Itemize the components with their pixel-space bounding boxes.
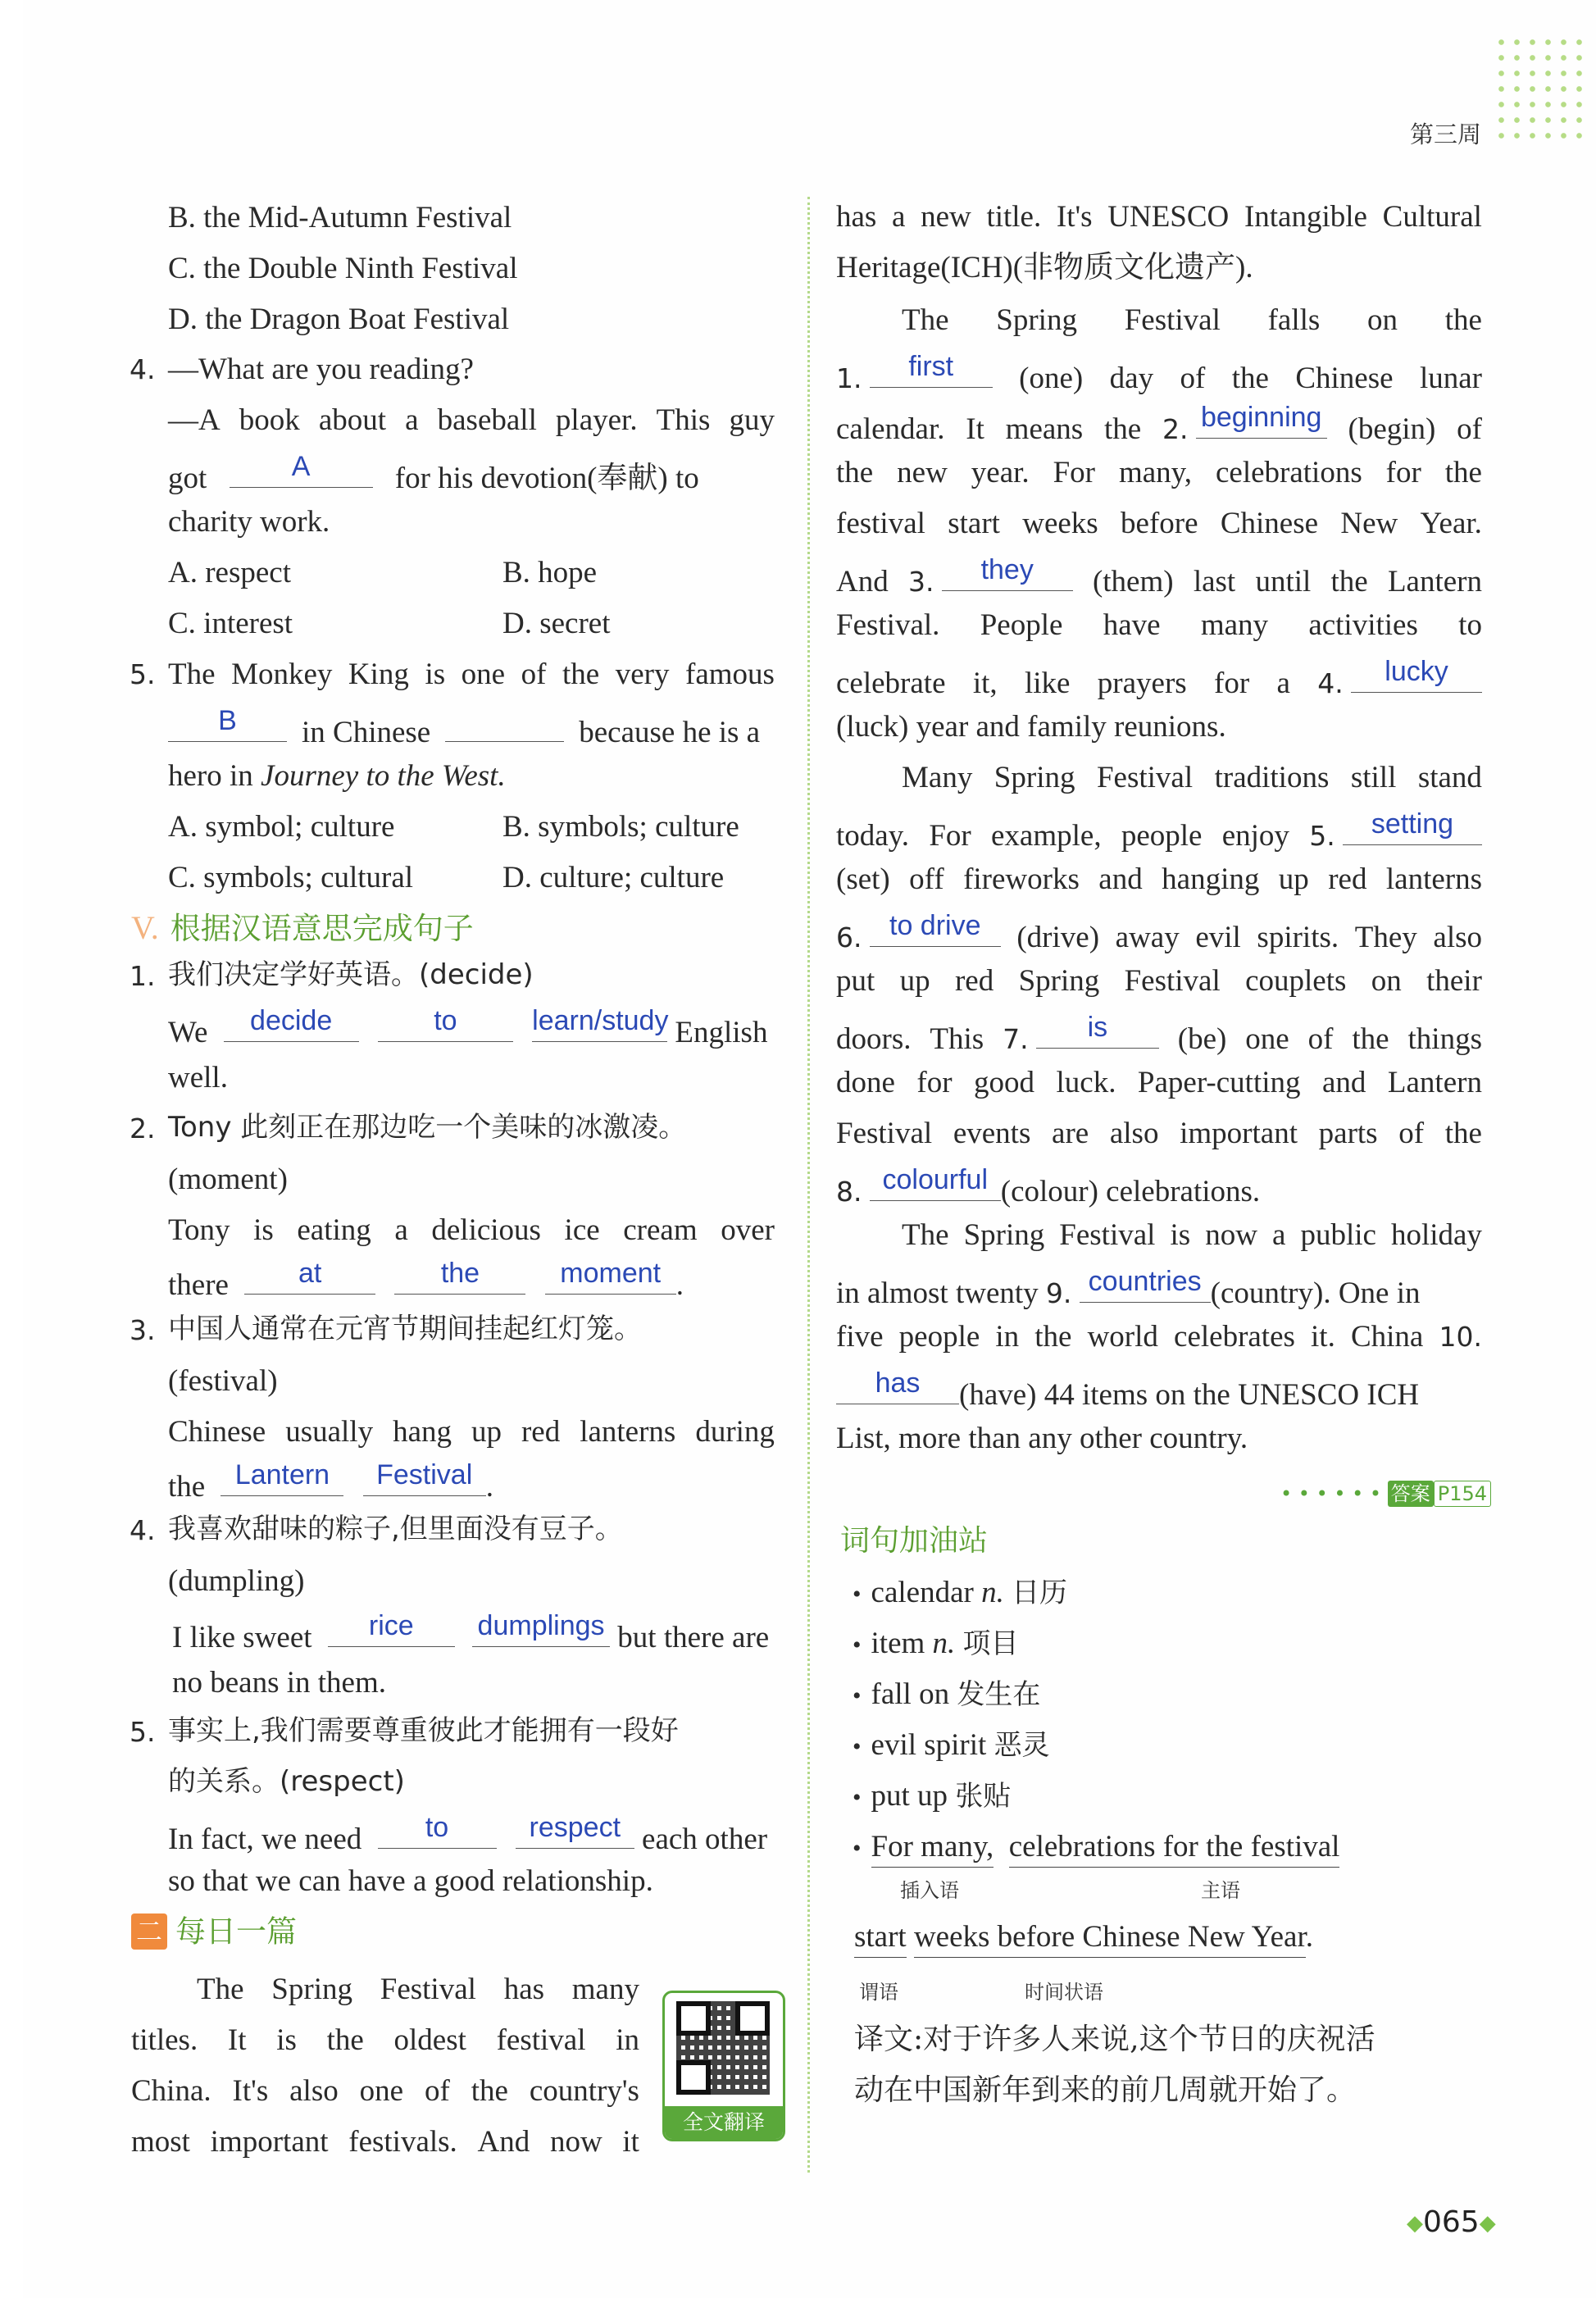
blank-9[interactable]: countries	[1080, 1271, 1211, 1303]
s5-end: so that we can have a good relationship.	[168, 1864, 653, 1898]
vocab-item: • calendar n. 日历	[853, 1576, 1068, 1609]
s5-chinese: 事实上,我们需要尊重彼此才能拥有一段好	[168, 1714, 679, 1747]
blank10-line: has (have) 44 items on the UNESCO ICH	[836, 1372, 1419, 1410]
q5-option-d: D. culture; culture	[502, 861, 725, 894]
page-number: ◆065◆	[1407, 2205, 1496, 2239]
blank-4[interactable]: lucky	[1351, 661, 1482, 693]
q5-second-blank[interactable]	[445, 710, 564, 742]
passage-line3: China. It's also one of the country's	[131, 2074, 639, 2108]
blank-6[interactable]: to drive	[870, 915, 1001, 947]
s4-hint: (dumpling)	[168, 1564, 305, 1598]
s1-blank-1[interactable]: decide	[224, 1010, 359, 1042]
sentence-analysis-line1: • For many, celebrations for the festival	[853, 1832, 1339, 1862]
q5-line2: B in Chinese because he is a	[168, 710, 760, 748]
passage-r-line21: The Spring Festival is now a public holiday	[902, 1218, 1482, 1252]
s3-blank-1[interactable]: Lantern	[221, 1464, 343, 1496]
translation-line1: 译文:对于许多人来说,这个节日的庆祝活	[854, 2023, 1375, 2056]
s4-english-line: I like sweet rice dumplings but there are	[172, 1610, 770, 1654]
s1-end: well.	[168, 1061, 228, 1094]
blank-2[interactable]: beginning	[1196, 407, 1327, 439]
q4-blank-line: got A for his devotion(奉献) to	[168, 451, 699, 495]
s3-english-line2: the Lantern Festival .	[168, 1459, 493, 1504]
blank-8[interactable]: colourful	[870, 1169, 1001, 1201]
s3-blank-2[interactable]: Festival	[363, 1464, 486, 1496]
passage-r-line3: The Spring Festival falls on the	[902, 303, 1482, 337]
s2-chinese: Tony 此刻正在那边吃一个美味的冰激凌。	[168, 1111, 687, 1144]
passage-r-line11: (luck) year and family reunions.	[836, 710, 1226, 744]
qr-label: 全文翻译	[665, 2106, 783, 2139]
s3-chinese: 中国人通常在元宵节期间挂起红灯笼。	[168, 1313, 642, 1345]
s4-chinese: 我喜欢甜味的粽子,但里面没有豆子。	[168, 1513, 623, 1545]
blank-5[interactable]: setting	[1343, 813, 1482, 845]
diamond-icon: ◆	[1407, 2211, 1423, 2236]
vocab-title: 词句加油站	[840, 1524, 989, 1558]
blank5-line: today. For example, people enjoy 5. setting	[836, 813, 1482, 851]
passage-line1: The Spring Festival has many	[197, 1973, 639, 2006]
section-v-heading: V. 根据汉语意思完成句子	[131, 909, 474, 946]
vocab-item: • fall on 发生在	[853, 1677, 1041, 1711]
column-divider	[807, 197, 810, 2173]
s1-chinese: 我们决定学好英语。(decide)	[168, 958, 534, 991]
qr-finder	[676, 2001, 711, 2036]
q4-option-b: B. hope	[502, 556, 598, 589]
s1-number: 1.	[130, 960, 156, 992]
s5-number: 5.	[130, 1716, 156, 1748]
vocab-item: • item n. 项目	[853, 1627, 1019, 1660]
passage-r-line25: List, more than any other country.	[836, 1422, 1248, 1455]
s4-blank-2[interactable]: dumplings	[472, 1615, 610, 1647]
passage-line4: most important festivals. And now it	[131, 2125, 639, 2159]
q3-option-b: B. the Mid-Autumn Festival	[168, 201, 512, 234]
s4-blank-1[interactable]: rice	[328, 1615, 455, 1647]
q5-option-c: C. symbols; cultural	[168, 861, 414, 894]
blank-10[interactable]: has	[836, 1372, 959, 1404]
answer-reference[interactable]	[1280, 1477, 1491, 1506]
blank1-line: 1. first (one) day of the Chinese lunar	[836, 351, 1482, 395]
q4-question: —What are you reading?	[168, 353, 474, 386]
vocab-item: • evil spirit 恶灵	[853, 1728, 1050, 1762]
s2-number: 2.	[130, 1113, 156, 1144]
blank8-line: 8. colourful (colour) celebrations.	[836, 1164, 1261, 1208]
q5-line3: hero in Journey to the West.	[168, 759, 506, 793]
s3-english-line1: Chinese usually hang up red lanterns during	[168, 1415, 775, 1449]
passage-r-line16: put up red Spring Festival couplets on their	[836, 964, 1482, 998]
s5-chinese-2: 的关系。(respect)	[168, 1765, 405, 1798]
passage-r-line14: (set) off fireworks and hanging up red lanterns	[836, 862, 1482, 896]
blank6-line: 6. to drive (drive) away evil spirits. They also	[836, 910, 1482, 954]
answer-ref-dots: • • • • • •	[1280, 1482, 1382, 1505]
s5-blank-1[interactable]: to	[378, 1817, 497, 1849]
q5-option-b: B. symbols; culture	[502, 810, 739, 844]
qr-finder	[676, 2060, 711, 2095]
passage-r-line6: the new year. For many, celebrations for the	[836, 456, 1482, 489]
s2-english-line1: Tony is eating a delicious ice cream over	[168, 1213, 775, 1247]
q4-line4: charity work.	[168, 505, 330, 539]
passage-r-line1: has a new title. It's UNESCO Intangible Cultural	[836, 200, 1482, 234]
passage-r-line9: Festival. People have many activities to	[836, 608, 1482, 642]
q5-line1: The Monkey King is one of the very famous	[168, 658, 775, 691]
blank7-line: doors. This 7. is (be) one of the things	[836, 1012, 1482, 1056]
s1-english-line: We decide to learn/study English	[168, 1005, 768, 1049]
sentence-analysis-line2: start weeks before Chinese New Year.	[854, 1922, 1313, 1952]
blank-3[interactable]: they	[942, 559, 1073, 591]
qr-finder	[735, 2001, 770, 2036]
answer-tag: 答案	[1388, 1481, 1434, 1507]
s5-blank-2[interactable]: respect	[516, 1817, 634, 1849]
label-predicate: 谓语	[859, 1981, 898, 2004]
s1-blank-2[interactable]: to	[378, 1010, 513, 1042]
decorative-dot-grid	[1494, 34, 1588, 143]
week-label: 第三周	[1410, 121, 1482, 148]
passage-r-line12: Many Spring Festival traditions still stand	[902, 761, 1482, 794]
s1-blank-3[interactable]: learn/study	[532, 1010, 667, 1042]
label-parenthetical: 插入语	[900, 1879, 959, 1902]
label-time-adverbial: 时间状语	[1025, 1981, 1103, 2004]
passage-r-line2: Heritage(ICH)(非物质文化遗产).	[836, 251, 1253, 284]
passage-r-line23: five people in the world celebrates it. China 10.	[836, 1320, 1482, 1354]
blank2-line: calendar. It means the 2. beginning (begin) of	[836, 402, 1482, 446]
passage-r-line19: Festival events are also important parts of the	[836, 1117, 1482, 1150]
s2-blank-1[interactable]: at	[244, 1263, 375, 1295]
translation-line2: 动在中国新年到来的前几周就开始了。	[854, 2073, 1357, 2107]
s2-hint: (moment)	[168, 1163, 288, 1196]
s2-blank-3[interactable]: moment	[545, 1263, 676, 1295]
q5-number: 5.	[130, 658, 156, 690]
passage-r-line7: festival start weeks before Chinese New Year.	[836, 507, 1482, 540]
q3-option-c: C. the Double Ninth Festival	[168, 252, 518, 285]
vocab-item: • put up 张贴	[853, 1779, 1012, 1813]
label-subject: 主语	[1201, 1879, 1240, 1902]
q4-option-c: C. interest	[168, 607, 293, 640]
daily-reading-heading: 二 每日一篇	[131, 1913, 297, 1950]
q3-option-d: D. the Dragon Boat Festival	[168, 303, 510, 336]
s2-blank-2[interactable]: the	[394, 1263, 525, 1295]
q4-option-d: D. secret	[502, 607, 611, 640]
qr-code-translation[interactable]	[662, 1991, 785, 2141]
q5-option-a: A. symbol; culture	[168, 810, 395, 844]
q4-answer-line: —A book about a baseball player. This guy	[168, 403, 775, 437]
s2-english-line2: there at the moment .	[168, 1258, 684, 1302]
q4-answer-blank[interactable]: A	[230, 456, 373, 488]
s4-number: 4.	[130, 1514, 156, 1546]
q5-answer-blank[interactable]: B	[168, 710, 287, 742]
q4-option-a: A. respect	[168, 556, 291, 589]
blank-1[interactable]: first	[870, 356, 993, 388]
q4-number: 4.	[130, 353, 156, 385]
section-icon: 二	[131, 1913, 167, 1950]
s4-end: no beans in them.	[172, 1666, 387, 1700]
answer-page: P154	[1434, 1481, 1491, 1507]
diamond-icon: ◆	[1479, 2211, 1496, 2236]
s5-english-line: In fact, we need to respect each other	[168, 1812, 768, 1856]
blank9-line: in almost twenty 9. countries (country). One in	[836, 1266, 1421, 1310]
s3-number: 3.	[130, 1314, 156, 1346]
blank3-line: And 3. they (them) last until the Lantern	[836, 554, 1482, 598]
passage-r-line18: done for good luck. Paper-cutting and Lantern	[836, 1066, 1482, 1099]
blank4-line: celebrate it, like prayers for a 4. lucky	[836, 661, 1482, 699]
passage-line2: titles. It is the oldest festival in	[131, 2023, 639, 2057]
s3-hint: (festival)	[168, 1364, 278, 1398]
blank-7[interactable]: is	[1036, 1017, 1159, 1049]
